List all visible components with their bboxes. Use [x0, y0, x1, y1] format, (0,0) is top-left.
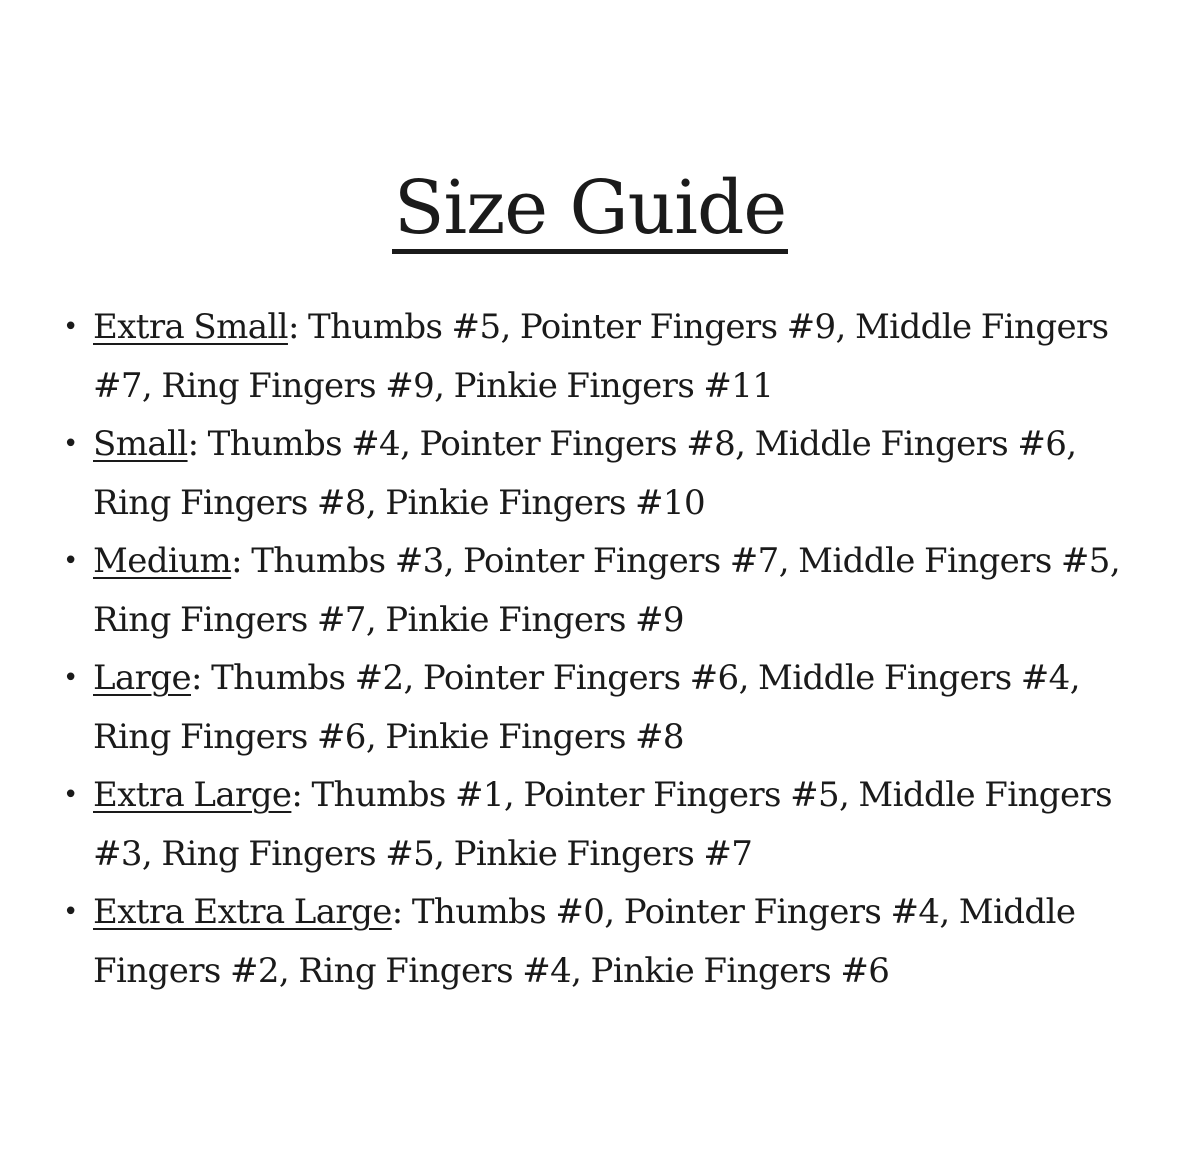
- size-details: : Thumbs #3, Pointer Fingers #7, Middle Fingers #5, Ring Fingers #7, Pinkie Fingers #9: [93, 541, 1121, 640]
- bullet-icon: •: [63, 780, 78, 810]
- bullet-icon: •: [63, 312, 78, 342]
- size-name: Small: [93, 424, 188, 464]
- list-item: [63, 532, 1133, 649]
- list-item: [63, 649, 1133, 766]
- size-name: Large: [93, 658, 191, 698]
- size-name: Extra Small: [93, 307, 288, 347]
- size-name: Extra Extra Large: [93, 892, 392, 932]
- bullet-icon: •: [63, 546, 78, 576]
- size-name: Extra Large: [93, 775, 292, 815]
- page-title-text: Size Guide: [392, 167, 788, 254]
- size-list: [63, 298, 1133, 1000]
- size-details: : Thumbs #2, Pointer Fingers #6, Middle Fingers #4, Ring Fingers #6, Pinkie Fingers #8: [93, 658, 1080, 757]
- list-item: [63, 766, 1133, 883]
- size-details: : Thumbs #0, Pointer Fingers #4, Middle Fingers #2, Ring Fingers #4, Pinkie Fingers #6: [93, 892, 1076, 991]
- list-item: [63, 298, 1133, 415]
- list-item: [63, 883, 1133, 1000]
- size-details: : Thumbs #5, Pointer Fingers #9, Middle Fingers #7, Ring Fingers #9, Pinkie Fingers #11: [93, 307, 1109, 406]
- size-name: Medium: [93, 541, 232, 581]
- size-details: : Thumbs #4, Pointer Fingers #8, Middle Fingers #6, Ring Fingers #8, Pinkie Fingers #10: [93, 424, 1077, 523]
- bullet-icon: •: [63, 897, 78, 927]
- page-title: [0, 160, 1180, 256]
- list-item: [63, 415, 1133, 532]
- bullet-icon: •: [63, 429, 78, 459]
- size-details: : Thumbs #1, Pointer Fingers #5, Middle Fingers #3, Ring Fingers #5, Pinkie Fingers #7: [93, 775, 1112, 874]
- bullet-icon: •: [63, 663, 78, 693]
